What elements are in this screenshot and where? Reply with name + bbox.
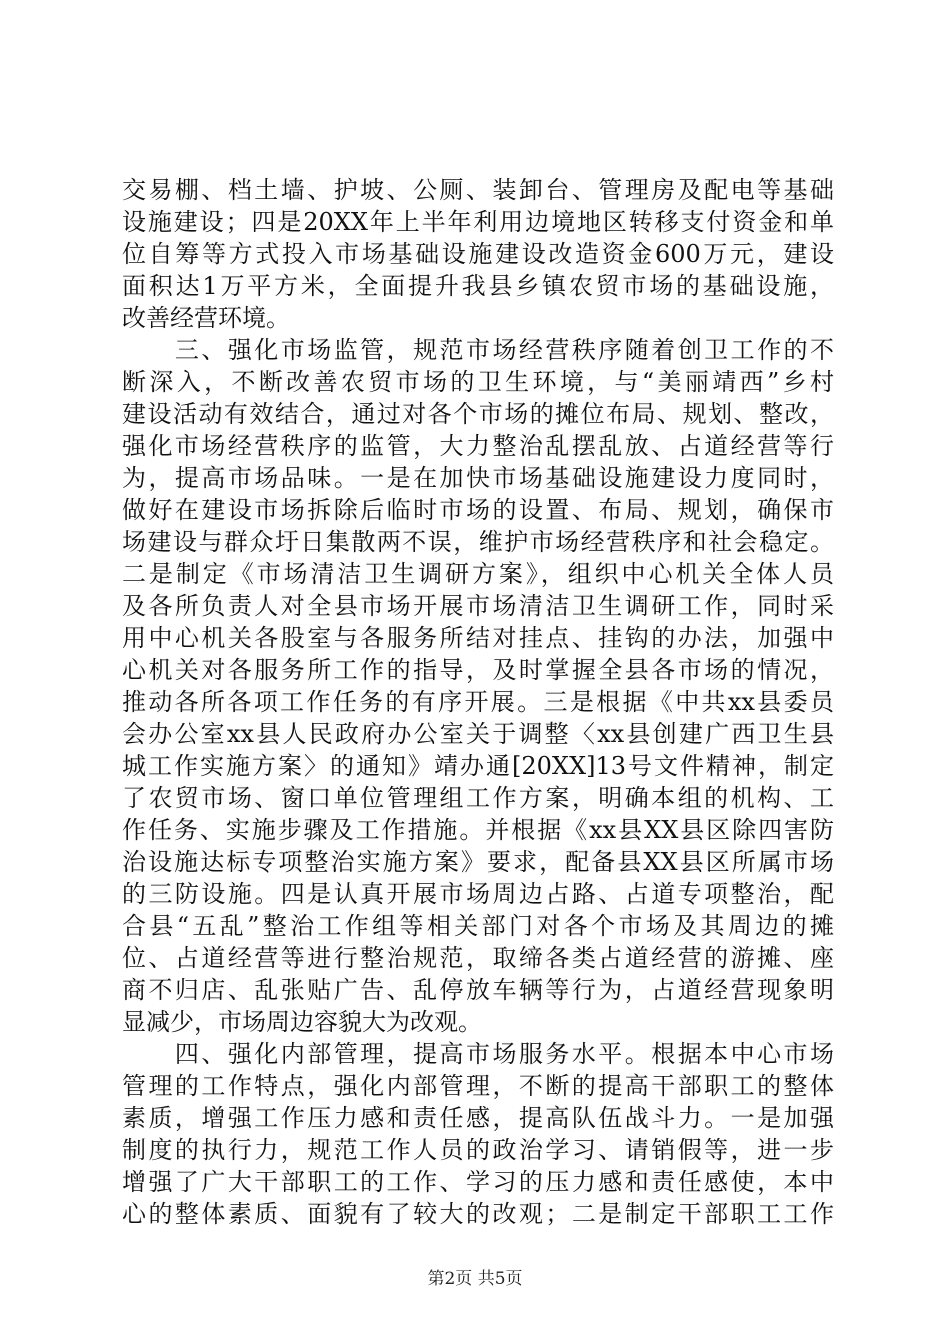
text-line: 合县“五乱”整治工作组等相关部门对各个市场及其周边的摊 (122, 912, 834, 940)
text-line: 断深入，不断改善农贸市场的卫生环境，与“美丽靖西”乡村 (122, 368, 834, 396)
text-line: 场建设与群众圩日集散两不误，维护市场经营秩序和社会稳定。 (122, 528, 834, 556)
text-line: 商不归店、乱张贴广告、乱停放车辆等行为，占道经营现象明 (122, 976, 834, 1004)
text-line: 增强了广大干部职工的工作、学习的压力感和责任感使，本中 (122, 1168, 834, 1196)
text-line: 二是制定《市场清洁卫生调研方案》，组织中心机关全体人员 (122, 560, 834, 588)
text-line: 城工作实施方案〉的通知》靖办通[20XX]13号文件精神，制定 (122, 752, 834, 780)
text-line: 显减少，市场周边容貌大为改观。 (122, 1008, 482, 1036)
text-line: 管理的工作特点，强化内部管理，不断的提高干部职工的整体 (122, 1072, 834, 1100)
text-line: 交易棚、档土墙、护坡、公厕、装卸台、管理房及配电等基础 (122, 176, 834, 204)
text-line: 建设活动有效结合，通过对各个市场的摊位布局、规划、整改， (122, 400, 834, 428)
text-line: 三、强化市场监管，规范市场经营秩序随着创卫工作的不 (122, 336, 834, 364)
text-line: 四、强化内部管理，提高市场服务水平。根据本中心市场 (122, 1040, 834, 1068)
text-line: 心的整体素质、面貌有了较大的改观；二是制定干部职工工作 (122, 1200, 834, 1228)
text-line: 心机关对各服务所工作的指导，及时掌握全县各市场的情况， (122, 656, 834, 684)
text-line: 强化市场经营秩序的监管，大力整治乱摆乱放、占道经营等行 (122, 432, 834, 460)
text-line: 及各所负责人对全县市场开展市场清洁卫生调研工作，同时采 (122, 592, 834, 620)
text-line: 位、占道经营等进行整治规范，取缔各类占道经营的游摊、座 (122, 944, 834, 972)
text-line: 为，提高市场品味。一是在加快市场基础设施建设力度同时， (122, 464, 834, 492)
text-line: 设施建设；四是20XX年上半年利用边境地区转移支付资金和单 (122, 208, 834, 236)
text-line: 治设施达标专项整治实施方案》要求，配备县XX县区所属市场 (122, 848, 834, 876)
text-line: 的三防设施。四是认真开展市场周边占路、占道专项整治，配 (122, 880, 834, 908)
text-line: 制度的执行力，规范工作人员的政治学习、请销假等，进一步 (122, 1136, 834, 1164)
text-line: 作任务、实施步骤及工作措施。并根据《xx县XX县区除四害防 (122, 816, 834, 844)
text-line: 改善经营环境。 (122, 304, 290, 332)
text-line: 做好在建设市场拆除后临时市场的设置、布局、规划，确保市 (122, 496, 834, 524)
text-line: 推动各所各项工作任务的有序开展。三是根据《中共xx县委员 (122, 688, 834, 716)
text-line: 位自筹等方式投入市场基础设施建设改造资金600万元，建设 (122, 240, 834, 268)
text-line: 用中心机关各股室与各服务所结对挂点、挂钩的办法，加强中 (122, 624, 834, 652)
text-line: 面积达1万平方米，全面提升我县乡镇农贸市场的基础设施， (122, 272, 834, 300)
text-line: 素质，增强工作压力感和责任感，提高队伍战斗力。一是加强 (122, 1104, 834, 1132)
text-line: 会办公室xx县人民政府办公室关于调整〈xx县创建广西卫生县 (122, 720, 834, 748)
page-number-footer: 第2页 共5页 (427, 1269, 523, 1289)
text-line: 了农贸市场、窗口单位管理组工作方案，明确本组的机构、工 (122, 784, 834, 812)
